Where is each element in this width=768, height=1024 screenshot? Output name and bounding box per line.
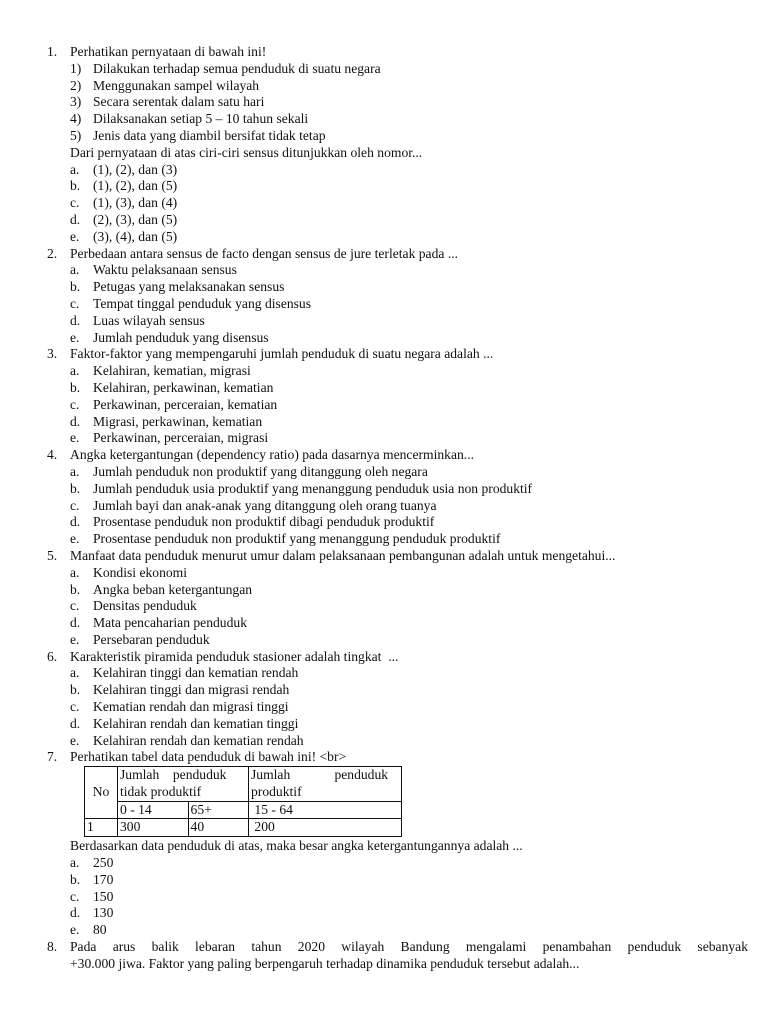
option-text: 250 bbox=[93, 855, 114, 871]
subheader-age-15-64: 15 - 64 bbox=[249, 801, 402, 819]
question-text: Perbedaan antara sensus de facto dengan sensus de jure terletak pada ... bbox=[70, 245, 459, 261]
option-b[interactable] bbox=[0, 682, 768, 699]
option-text: (1), (2), dan (5) bbox=[93, 178, 178, 194]
question-7 bbox=[0, 749, 768, 766]
statement-number: 3) bbox=[70, 94, 82, 110]
option-e[interactable] bbox=[0, 330, 768, 347]
question-number: 7. bbox=[47, 749, 58, 765]
option-text: Kelahiran tinggi dan kematian rendah bbox=[93, 665, 299, 681]
question-8 bbox=[0, 939, 768, 956]
header-productive: Jumlah penduduk produktif bbox=[249, 767, 402, 802]
cell-no: 1 bbox=[85, 819, 118, 837]
subheader-age-0-14: 0 - 14 bbox=[118, 801, 189, 819]
option-letter: a. bbox=[70, 665, 80, 681]
header-nonproductive: Jumlah penduduk tidak produktif bbox=[118, 767, 249, 802]
statement-text: Secara serentak dalam satu hari bbox=[93, 94, 265, 110]
option-c[interactable] bbox=[0, 699, 768, 716]
statement-item bbox=[0, 128, 768, 145]
option-letter: a. bbox=[70, 564, 80, 580]
option-letter: e. bbox=[70, 922, 80, 938]
option-letter: d. bbox=[70, 615, 81, 631]
option-letter: c. bbox=[70, 699, 80, 715]
cell-age-65-plus: 40 bbox=[188, 819, 248, 837]
option-letter: b. bbox=[70, 682, 81, 698]
option-text: Kelahiran tinggi dan migrasi rendah bbox=[93, 682, 290, 698]
question-3 bbox=[0, 346, 768, 363]
option-text: Jumlah bayi dan anak-anak yang ditanggung oleh orang tuanya bbox=[93, 497, 437, 513]
cell-age-0-14: 300 bbox=[118, 819, 189, 837]
option-text: Prosentase penduduk non produktif dibagi penduduk produktif bbox=[93, 514, 435, 530]
table-row bbox=[85, 819, 402, 837]
question-text-line-1: Pada arus balik lebaran tahun 2020 wilayah Bandung mengalami penambahan penduduk sebanyak bbox=[70, 939, 748, 955]
question-number: 6. bbox=[47, 648, 58, 664]
option-text: Luas wilayah sensus bbox=[93, 312, 205, 328]
option-b[interactable] bbox=[0, 481, 768, 498]
question-text: Manfaat data penduduk menurut umur dalam pelaksanaan pembangunan adalah untuk mengetahui... bbox=[70, 547, 616, 563]
option-a[interactable] bbox=[0, 363, 768, 380]
question-5 bbox=[0, 548, 768, 565]
option-letter: c. bbox=[70, 295, 80, 311]
option-text: Kematian rendah dan migrasi tinggi bbox=[93, 699, 289, 715]
option-letter: b. bbox=[70, 379, 81, 395]
option-letter: b. bbox=[70, 581, 81, 597]
option-text: Kelahiran rendah dan kematian rendah bbox=[93, 732, 304, 748]
option-e[interactable] bbox=[0, 531, 768, 548]
question-prompt bbox=[0, 145, 768, 162]
statement-number: 4) bbox=[70, 111, 82, 127]
option-letter: d. bbox=[70, 211, 81, 227]
option-letter: e. bbox=[70, 531, 80, 547]
cell-age-15-64: 200 bbox=[249, 819, 402, 837]
option-a[interactable] bbox=[0, 565, 768, 582]
option-letter: b. bbox=[70, 178, 81, 194]
subheader-age-65-plus: 65+ bbox=[188, 801, 248, 819]
question-text: Angka ketergantungan (dependency ratio) pada dasarnya mencerminkan... bbox=[70, 447, 474, 463]
option-text: Kondisi ekonomi bbox=[93, 564, 188, 580]
statement-item bbox=[0, 94, 768, 111]
option-text: Perkawinan, perceraian, kematian bbox=[93, 396, 278, 412]
option-text: (1), (3), dan (4) bbox=[93, 195, 178, 211]
prompt-text: Berdasarkan data penduduk di atas, maka besar angka ketergantungannya adalah ... bbox=[70, 838, 523, 854]
option-e[interactable] bbox=[0, 733, 768, 750]
option-letter: a. bbox=[70, 262, 80, 278]
option-e[interactable] bbox=[0, 229, 768, 246]
statement-item bbox=[0, 61, 768, 78]
option-text: Densitas penduduk bbox=[93, 598, 197, 614]
option-letter: d. bbox=[70, 514, 81, 530]
option-b[interactable] bbox=[0, 380, 768, 397]
option-text: Kelahiran, perkawinan, kematian bbox=[93, 379, 274, 395]
option-e[interactable] bbox=[0, 922, 768, 939]
question-text-line-2: +30.000 jiwa. Faktor yang paling berpengaruh terhadap dinamika penduduk tersebut adalah... bbox=[70, 955, 580, 971]
statement-item bbox=[0, 111, 768, 128]
option-letter: a. bbox=[70, 161, 80, 177]
option-d[interactable] bbox=[0, 905, 768, 922]
statement-number: 5) bbox=[70, 127, 82, 143]
option-c[interactable] bbox=[0, 598, 768, 615]
option-e[interactable] bbox=[0, 632, 768, 649]
option-letter: c. bbox=[70, 195, 80, 211]
option-b[interactable] bbox=[0, 582, 768, 599]
option-text: Jumlah penduduk usia produktif yang menanggung penduduk usia non produktif bbox=[93, 480, 533, 496]
question-text: Perhatikan tabel data penduduk di bawah ini! <br> bbox=[70, 749, 347, 765]
option-b[interactable] bbox=[0, 872, 768, 889]
option-a[interactable] bbox=[0, 162, 768, 179]
option-letter: e. bbox=[70, 329, 80, 345]
option-letter: a. bbox=[70, 363, 80, 379]
option-letter: b. bbox=[70, 871, 81, 887]
population-table bbox=[84, 766, 402, 837]
statement-item bbox=[0, 78, 768, 95]
option-letter: b. bbox=[70, 480, 81, 496]
question-number: 4. bbox=[47, 447, 58, 463]
option-letter: d. bbox=[70, 715, 81, 731]
header-no: No bbox=[85, 767, 118, 819]
table-header-row bbox=[85, 767, 402, 802]
question-6 bbox=[0, 649, 768, 666]
question-number: 1. bbox=[47, 44, 58, 59]
option-d[interactable] bbox=[0, 615, 768, 632]
option-letter: d. bbox=[70, 905, 81, 921]
prompt-text: Dari pernyataan di atas ciri-ciri sensus ditunjukkan oleh nomor... bbox=[70, 144, 423, 160]
option-letter: e. bbox=[70, 631, 80, 647]
option-text: (3), (4), dan (5) bbox=[93, 228, 178, 244]
option-d[interactable] bbox=[0, 212, 768, 229]
option-letter: a. bbox=[70, 855, 80, 871]
statement-text: Dilakukan terhadap semua penduduk di suatu negara bbox=[93, 60, 381, 76]
option-letter: b. bbox=[70, 279, 81, 295]
option-letter: c. bbox=[70, 497, 80, 513]
question-number: 8. bbox=[47, 939, 58, 955]
statement-number: 2) bbox=[70, 77, 82, 93]
option-letter: c. bbox=[70, 598, 80, 614]
option-text: Tempat tinggal penduduk yang disensus bbox=[93, 295, 312, 311]
option-text: 170 bbox=[93, 871, 114, 887]
option-text: Angka beban ketergantungan bbox=[93, 581, 253, 597]
question-1 bbox=[0, 44, 768, 61]
option-d[interactable] bbox=[0, 716, 768, 733]
option-c[interactable] bbox=[0, 195, 768, 212]
option-d[interactable] bbox=[0, 414, 768, 431]
question-number: 2. bbox=[47, 245, 58, 261]
option-text: 80 bbox=[93, 922, 107, 938]
option-letter: c. bbox=[70, 888, 80, 904]
question-number: 3. bbox=[47, 346, 58, 362]
question-prompt bbox=[0, 838, 768, 855]
option-c[interactable] bbox=[0, 397, 768, 414]
option-text: Petugas yang melaksanakan sensus bbox=[93, 279, 285, 295]
option-letter: e. bbox=[70, 430, 80, 446]
question-8-continued bbox=[0, 956, 768, 973]
question-number: 5. bbox=[47, 547, 58, 563]
option-letter: c. bbox=[70, 396, 80, 412]
option-text: Perkawinan, perceraian, migrasi bbox=[93, 430, 269, 446]
option-b[interactable] bbox=[0, 178, 768, 195]
question-4 bbox=[0, 447, 768, 464]
question-text: Faktor-faktor yang mempengaruhi jumlah penduduk di suatu negara adalah ... bbox=[70, 346, 494, 362]
option-text: Jumlah penduduk non produktif yang ditanggung oleh negara bbox=[93, 463, 428, 479]
table-subheader-row bbox=[85, 801, 402, 819]
option-a[interactable] bbox=[0, 262, 768, 279]
question-text: Perhatikan pernyataan di bawah ini! bbox=[70, 44, 267, 59]
statement-text: Dilaksanakan setiap 5 – 10 tahun sekali bbox=[93, 111, 309, 127]
option-b[interactable] bbox=[0, 279, 768, 296]
option-c[interactable] bbox=[0, 296, 768, 313]
option-d[interactable] bbox=[0, 313, 768, 330]
option-a[interactable] bbox=[0, 665, 768, 682]
option-letter: e. bbox=[70, 732, 80, 748]
option-text: Persebaran penduduk bbox=[93, 631, 210, 647]
option-a[interactable] bbox=[0, 855, 768, 872]
option-text: (1), (2), dan (3) bbox=[93, 161, 178, 177]
option-letter: d. bbox=[70, 413, 81, 429]
question-text: Karakteristik piramida penduduk stasioner adalah tingkat ... bbox=[70, 648, 399, 664]
option-c[interactable] bbox=[0, 889, 768, 906]
option-c[interactable] bbox=[0, 498, 768, 515]
option-letter: e. bbox=[70, 228, 80, 244]
option-letter: d. bbox=[70, 312, 81, 328]
option-text: 150 bbox=[93, 888, 114, 904]
statement-number: 1) bbox=[70, 60, 82, 76]
option-text: Mata pencaharian penduduk bbox=[93, 615, 247, 631]
option-text: Migrasi, perkawinan, kematian bbox=[93, 413, 263, 429]
option-text: Kelahiran rendah dan kematian tinggi bbox=[93, 715, 299, 731]
option-a[interactable] bbox=[0, 464, 768, 481]
option-text: (2), (3), dan (5) bbox=[93, 211, 178, 227]
statement-text: Jenis data yang diambil bersifat tidak tetap bbox=[93, 127, 326, 143]
option-text: 130 bbox=[93, 905, 114, 921]
option-d[interactable] bbox=[0, 514, 768, 531]
option-text: Jumlah penduduk yang disensus bbox=[93, 329, 269, 345]
option-text: Waktu pelaksanaan sensus bbox=[93, 262, 237, 278]
option-text: Kelahiran, kematian, migrasi bbox=[93, 363, 251, 379]
statement-text: Menggunakan sampel wilayah bbox=[93, 77, 260, 93]
option-letter: a. bbox=[70, 463, 80, 479]
question-2 bbox=[0, 246, 768, 263]
option-text: Prosentase penduduk non produktif yang menanggung penduduk produktif bbox=[93, 531, 501, 547]
option-e[interactable] bbox=[0, 430, 768, 447]
